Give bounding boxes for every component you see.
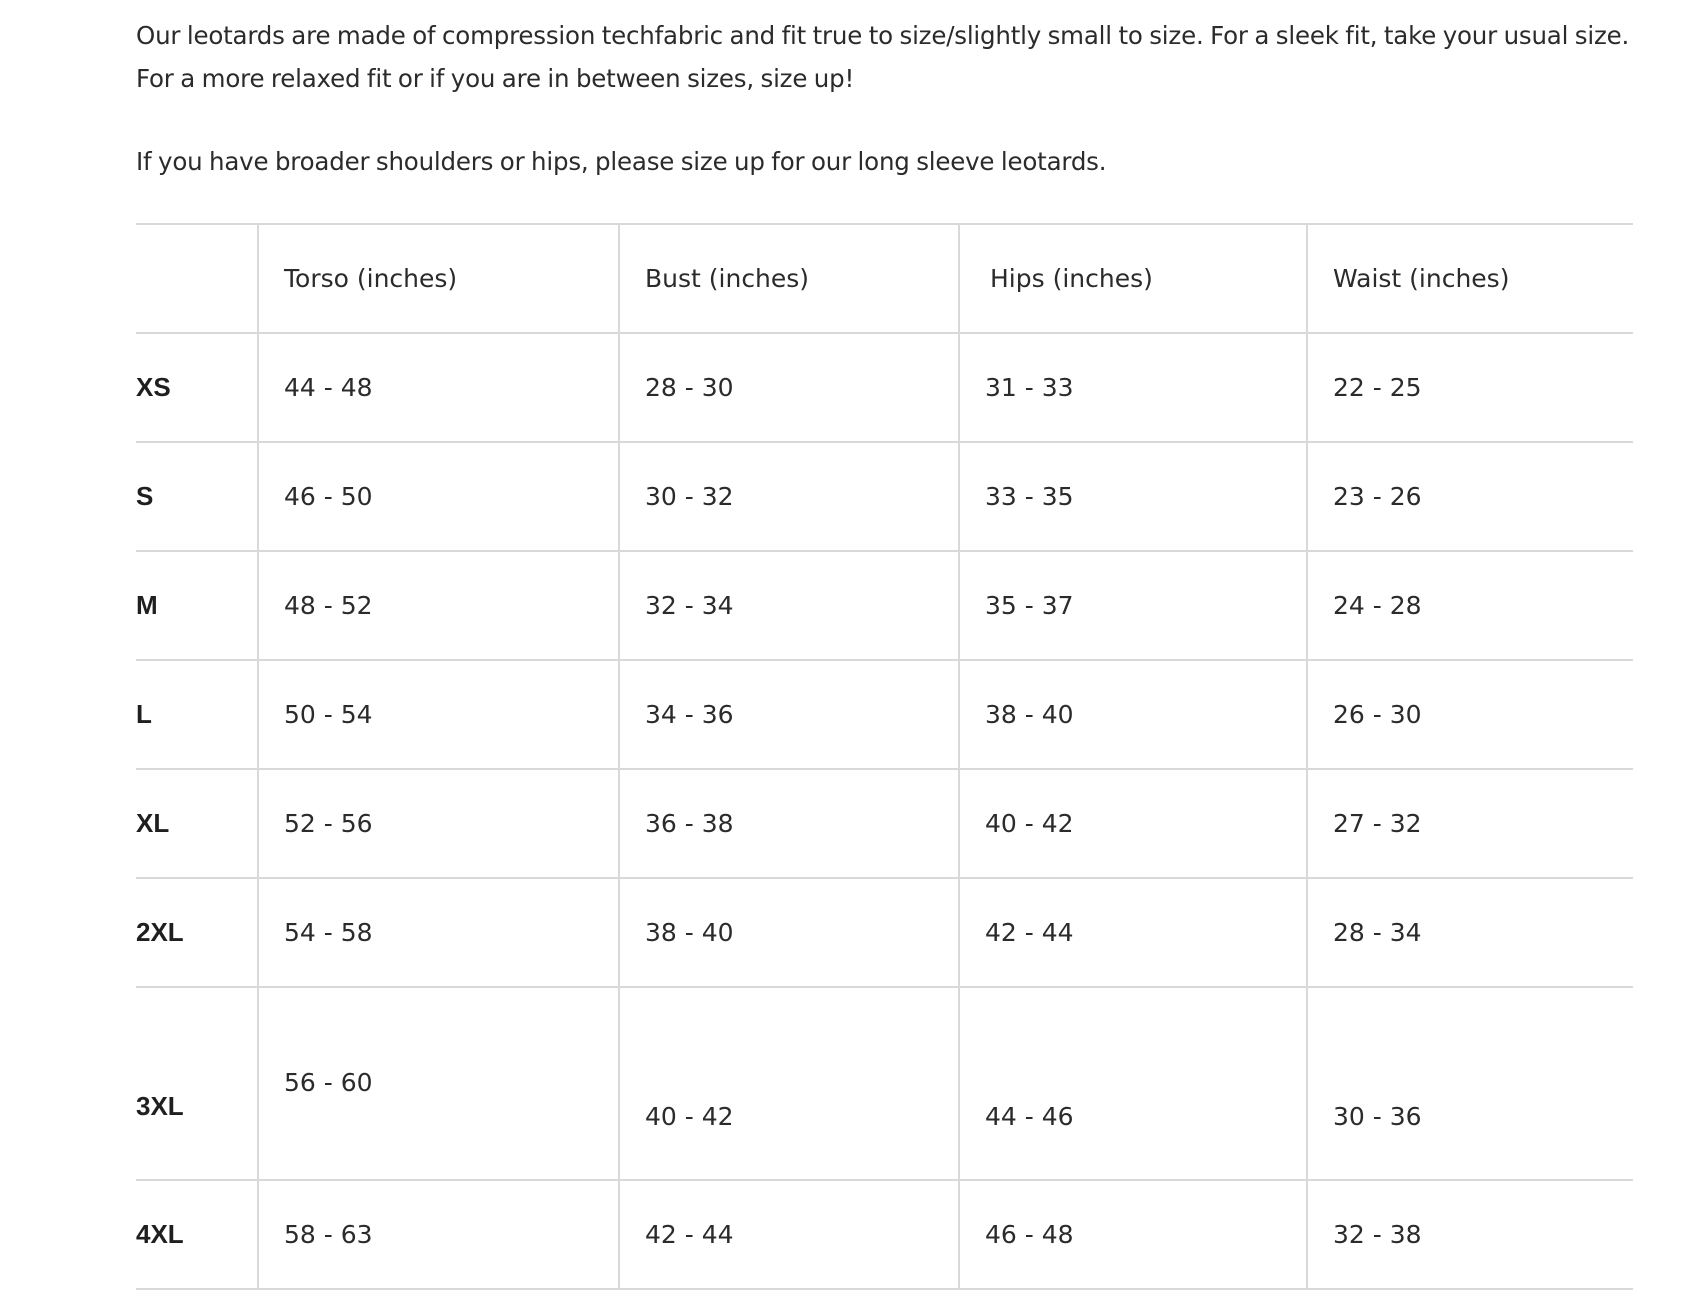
waist-cell: 24 - 28	[1307, 551, 1633, 660]
hips-cell: 46 - 48	[959, 1180, 1307, 1289]
hips-cell: 44 - 46	[959, 987, 1307, 1180]
header-bust: Bust (inches)	[619, 224, 959, 333]
bust-cell: 38 - 40	[619, 878, 959, 987]
paragraph-gap	[136, 100, 1656, 140]
table-row	[136, 442, 1633, 551]
table-header-row	[136, 224, 1633, 333]
hips-cell: 35 - 37	[959, 551, 1307, 660]
intro-text-line-2: For a more relaxed fit or if you are in between sizes, size up!	[136, 64, 855, 93]
waist-cell: 27 - 32	[1307, 769, 1633, 878]
size-label: 3XL	[136, 1091, 184, 1121]
size-label: 4XL	[136, 1219, 184, 1249]
table-row	[136, 987, 1633, 1180]
hips-cell: 31 - 33	[959, 333, 1307, 442]
waist-cell: 23 - 26	[1307, 442, 1633, 551]
torso-cell: 46 - 50	[258, 442, 619, 551]
intro-text-line-1: Our leotards are made of compression techfabric and fit true to size/slightly small to size. For a sleek fit, take your usual size.	[136, 21, 1630, 50]
header-torso: Torso (inches)	[258, 224, 619, 333]
table-row	[136, 660, 1633, 769]
size-label: XL	[136, 808, 170, 838]
waist-cell: 28 - 34	[1307, 878, 1633, 987]
waist-cell: 30 - 36	[1307, 987, 1633, 1180]
bust-cell: 42 - 44	[619, 1180, 959, 1289]
table-row	[136, 1180, 1633, 1289]
torso-cell: 56 - 60	[258, 987, 619, 1180]
bust-cell: 28 - 30	[619, 333, 959, 442]
header-hips: Hips (inches)	[959, 224, 1307, 333]
torso-cell: 48 - 52	[258, 551, 619, 660]
header-size	[136, 224, 258, 333]
size-label: M	[136, 590, 158, 620]
waist-cell: 32 - 38	[1307, 1180, 1633, 1289]
bust-cell: 40 - 42	[619, 987, 959, 1180]
size-label: L	[136, 699, 152, 729]
bust-cell: 30 - 32	[619, 442, 959, 551]
size-label: 2XL	[136, 917, 184, 947]
waist-cell: 22 - 25	[1307, 333, 1633, 442]
hips-cell: 38 - 40	[959, 660, 1307, 769]
torso-cell: 50 - 54	[258, 660, 619, 769]
size-guide-intro	[136, 14, 1656, 183]
torso-cell: 54 - 58	[258, 878, 619, 987]
torso-cell: 44 - 48	[258, 333, 619, 442]
bust-cell: 32 - 34	[619, 551, 959, 660]
table-row	[136, 878, 1633, 987]
torso-cell: 58 - 63	[258, 1180, 619, 1289]
header-waist: Waist (inches)	[1307, 224, 1633, 333]
hips-cell: 42 - 44	[959, 878, 1307, 987]
bust-cell: 36 - 38	[619, 769, 959, 878]
table-row	[136, 769, 1633, 878]
table-row	[136, 551, 1633, 660]
torso-cell: 52 - 56	[258, 769, 619, 878]
size-label: S	[136, 481, 154, 511]
hips-cell: 33 - 35	[959, 442, 1307, 551]
waist-cell: 26 - 30	[1307, 660, 1633, 769]
size-chart-table	[136, 223, 1633, 1290]
size-label: XS	[136, 372, 171, 402]
table-row	[136, 333, 1633, 442]
bust-cell: 34 - 36	[619, 660, 959, 769]
intro-text-line-3: If you have broader shoulders or hips, please size up for our long sleeve leotards.	[136, 147, 1107, 176]
hips-cell: 40 - 42	[959, 769, 1307, 878]
